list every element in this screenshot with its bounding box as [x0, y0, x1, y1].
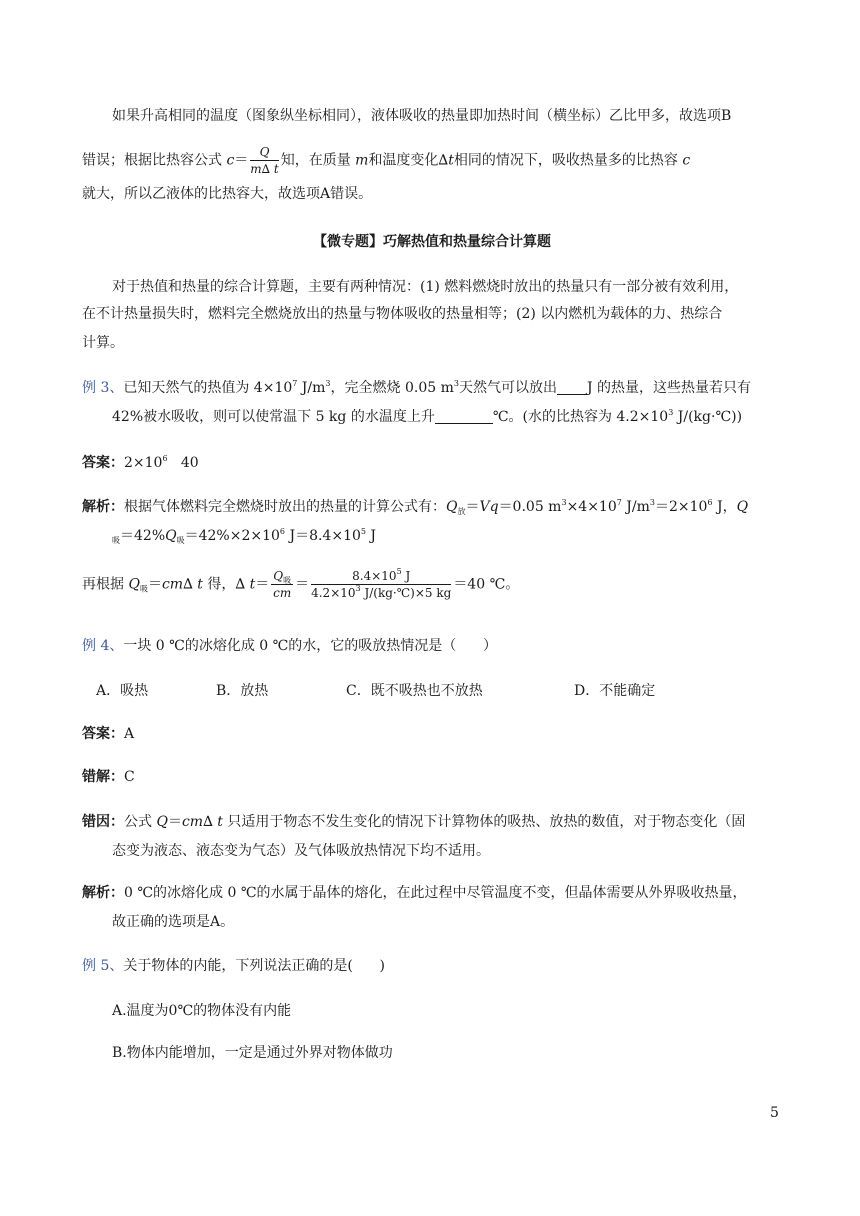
intro-line: 对于热值和热量的综合计算题，主要有两种情况：(1) 燃料燃烧时放出的热量只有一部分被有效利用，	[112, 279, 739, 295]
example-label: 例 4、	[82, 638, 124, 654]
answer-blank	[435, 409, 493, 424]
example-5-option-b: B.物体内能增加，一定是通过外界对物体做功	[112, 1045, 393, 1061]
example-label: 例 3、	[82, 380, 124, 396]
option-b: B．放热	[216, 683, 269, 699]
example-3-calculation: 再根据 $Q_吸=cm\Delta$ t 得，∆ t＝ $\frac{Q_吸}{cm}$ ＝ $\frac{8.4\times 10^5 J}{4.2\times 10^3 J/(kg\cdot℃)\times 5 kg}$ ＝40 ℃。	[82, 567, 520, 600]
example-3-question: 42%被水吸收，则可以使常温下 5 kg 的水温度上升 ℃。(水的比热容为 $4.2\times 10^3$ J/(kg·℃))	[112, 408, 743, 425]
example-4-question: 例 4、一块 0 ℃的冰熔化成 0 ℃的水，它的吸放热情况是（ ）	[82, 638, 497, 654]
option-a: A．吸热	[96, 683, 149, 699]
paragraph-line: 就大，所以乙液体的比热容大，故选项A错误。	[82, 186, 373, 202]
example-4-cause: 错因：公式 Q＝cm∆ t 只适用于物态不发生变化的情况下计算物体的吸热、放热的数值，对于物态变化（固	[82, 814, 746, 830]
paragraph-line: 错误；根据比热容公式 c＝ $\frac{Q}{m\Delta t}$ 知，在质量 m和温度变化∆t相同的情况下，吸收热量多的比热容 c	[82, 145, 691, 176]
intro-line: 在不计热量损失时，燃料完全燃烧放出的热量与物体吸收的热量相等；(2) 以内燃机为载体的力、热综合	[82, 306, 723, 322]
example-4-options	[96, 681, 796, 701]
example-3-analysis: $_吸=42\%Q_吸=42\%\times 2\times 10^6$ $J=8.4\times 10^5$ J	[112, 527, 377, 545]
intro-line: 计算。	[82, 335, 124, 351]
example-4-analysis: 故正确的选项是A。	[112, 914, 235, 930]
example-4-cause: 态变为液态、液态变为气态）及气体吸放热情况下均不适用。	[112, 843, 490, 859]
example-3-question: 例 3、已知天然气的热值为 $4\times 10^7$ $J/m^3$，完全燃烧 0.05 $m^3$天然气可以放出 J 的热量，这些热量若只有	[82, 379, 752, 396]
numeric-fraction: $\frac{8.4\times 10^5 J}{4.2\times 10^3 J/(kg\cdot℃)\times 5 kg}$	[311, 567, 452, 600]
option-c: C．既不吸热也不放热	[346, 683, 483, 699]
page-number: 5	[770, 1105, 779, 1121]
option-d: D．不能确定	[574, 683, 656, 699]
example-4-analysis: 解析：0 ℃的冰熔化成 0 ℃的水属于晶体的熔化，在此过程中尽管温度不变，但晶体需要从外界吸收热量，	[82, 885, 747, 901]
section-heading: 【微专题】巧解热值和热量综合计算题	[313, 234, 551, 250]
answer-blank	[557, 380, 587, 395]
example-5-option-a: A.温度为0℃的物体没有内能	[112, 1003, 292, 1019]
specific-heat-formula: $\frac{Q}{m\Delta t}$	[250, 145, 279, 176]
paragraph-line: 如果升高相同的温度（图象纵坐标相同），液体吸收的热量即加热时间（横坐标）乙比甲多，故选项B	[112, 108, 732, 124]
example-5-question: 例 5、关于物体的内能，下列说法正确的是( )	[82, 958, 385, 974]
example-4-answer: 答案：A	[82, 726, 135, 742]
example-4-wrong-answer: 错解：C	[82, 769, 135, 785]
temperature-fraction: $\frac{Q_吸}{cm}$	[273, 569, 292, 600]
example-3-answer: 答案：$2\times 10^6$ 40	[82, 454, 199, 471]
example-3-analysis: 解析：根据气体燃料完全燃烧时放出的热量的计算公式有：$Q_放=Vq=0.05$ $m^3\times 4\times 10^7$ $J/m^3=2\times 10^6$ J，Q	[82, 498, 749, 516]
example-label: 例 5、	[82, 958, 124, 974]
